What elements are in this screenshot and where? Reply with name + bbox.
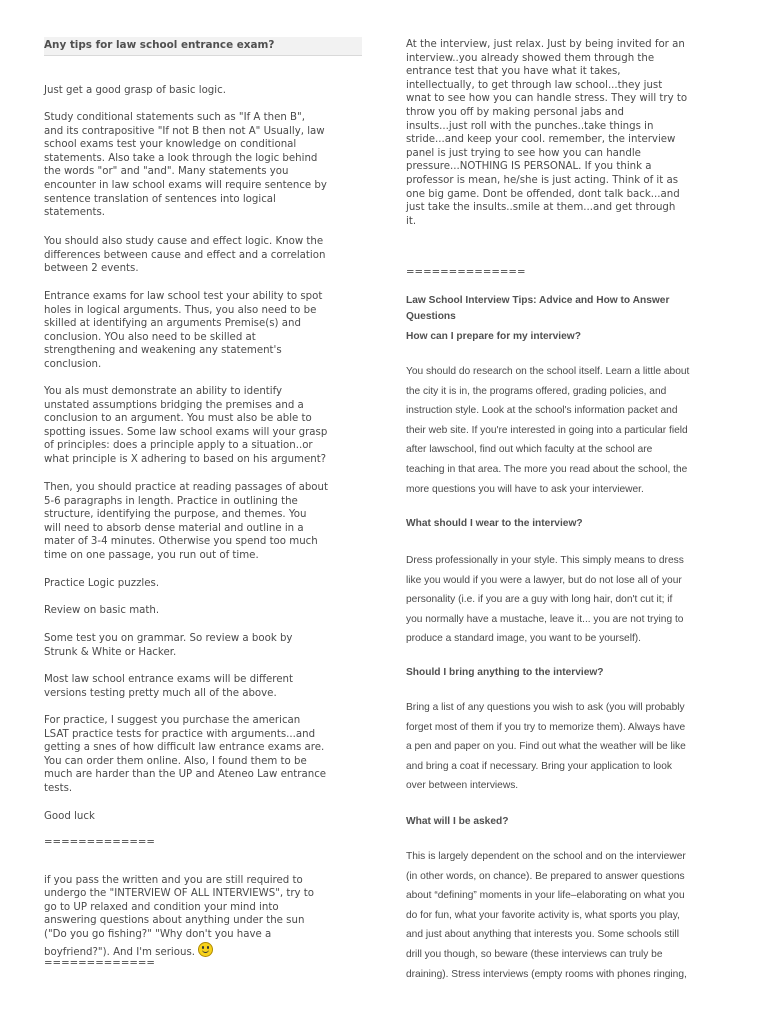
interview-paragraph bbox=[44, 860, 362, 959]
paragraph: For practice, I suggest you purchase the american LSAT practice tests for practice with arguments...and getting a snes of how difficult law entrance exams are. You can order them online. Also, I found them to be much are harder than the UP and Ateneo Law entrance tests. bbox=[44, 715, 327, 794]
paragraph: You als must demonstrate an ability to identify unstated assumptions bridging the premises and a conclusion to an argument. You must also be able to spotting issues. Some law school exams will your grasp of principles: does a principle apply to a situation..or what principle is X adhering to based on his argument? bbox=[44, 386, 328, 465]
answer: Bring a list of any questions you wish to ask (you will probably forget most of them if you try to memorize them). Always have a pen and paper on you. Find out what the weather will be like and bring a coat if necessary. Bring your application to look over between interviews. bbox=[406, 702, 686, 792]
paragraph: Some test you on grammar. So review a book by Strunk & White or Hacker. bbox=[44, 633, 293, 658]
paragraph: Most law school entrance exams will be different versions testing pretty much all of the above. bbox=[44, 674, 293, 699]
answer: Dress professionally in your style. This simply means to dress like you would if you were a lawyer, but do not lose all of your personality (i.e. if you are a guy with long hair, don't cut it; if you normally have a mustache, leave it... you are not trying to produce a standard image, you want to be yourself). bbox=[406, 555, 684, 645]
paragraph: Then, you should practice at reading passages of about 5-6 paragraphs in length. Practice in outlining the structure, identifying the purpose, and themes. You will need to absorb dense material and outline in a mater of 3-4 minutes. Otherwise you spend too much time on one passage, you run out of time. bbox=[44, 482, 328, 561]
paragraph-text: if you pass the written and you are still required to undergo the "INTERVIEW OF ALL INTERVIEWS", try to go to UP relaxed and condition your mind into answering questions about anything under the sun ("Do you go fishing?" "Why don't you have a boyfriend?"). And I'm serious. bbox=[44, 874, 315, 958]
question-title: Any tips for law school entrance exam? bbox=[44, 39, 275, 51]
paragraph: Practice Logic puzzles. bbox=[44, 578, 160, 589]
question-heading: How can I prepare for my interview? bbox=[406, 331, 581, 342]
paragraph: You should also study cause and effect logic. Know the differences between cause and effect and a correlation between 2 events. bbox=[44, 236, 326, 275]
section-heading: Law School Interview Tips: Advice and How to Answer Questions bbox=[406, 295, 670, 322]
separator: ============= bbox=[44, 958, 155, 969]
paragraph: Study conditional statements such as "If A then B", and its contrapositive "If not B then not A" Usually, law school exams test your knowledge on conditional statements. Also take a look through the logic behind the words "or" and "and". Many statements you encounter in law school exams will require sentence by sentence translation of sentences into logical statements. bbox=[44, 112, 327, 219]
separator: ============== bbox=[406, 267, 526, 278]
question-heading: What will I be asked? bbox=[406, 816, 509, 827]
answer: You should do research on the school itself. Learn a little about the city it is in, the programs offered, grading policies, and instruction style. Look at the school's information packet and their web site. If you're interested in going into a particular field after lawschool, find out which faculty at the school are teaching in that area. The more you read about the school, the more questions you will have to ask your interviewer. bbox=[406, 366, 690, 495]
paragraph: Entrance exams for law school test your ability to spot holes in logical arguments. Thus, you also need to be skilled at identifying an arguments Premise(s) and conclusion. YOu also need to be skilled at strengthening and weakening any statement's conclusion. bbox=[44, 291, 323, 370]
paragraph: Good luck bbox=[44, 811, 95, 822]
interview-advice: At the interview, just relax. Just by being invited for an interview..you already showed them through the entrance test that you have what it takes, intellectually, to get through law school...they just wnat to see how you can handle stress. They will try to throw you off by making personal jabs and insults...just roll with the punches..take things in stride...and keep your cool. remember, the interview panel is just trying to see how you can handle pressure...NOTHING IS PERSONAL. If you think a professor is mean, he/she is just acting. Think of it as one big game. Dont be offended, dont talk back...and just take the insults..smile at them...and get through it. bbox=[406, 39, 688, 227]
separator: ============= bbox=[44, 837, 155, 848]
answer: This is largely dependent on the school and on the interviewer (in other words, on chance). Be prepared to answer questions about “defining” moments in your life–elaborating on what you do for fun, what your favorite activity is, what sports you play, and just about anything that interests you. Some schools still drill you though, so beware (these interviews can truly be draining). Stress interviews (empty rooms with phones ringing, bbox=[406, 851, 687, 980]
paragraph: Just get a good grasp of basic logic. bbox=[44, 85, 226, 96]
question-heading: Should I bring anything to the interview? bbox=[406, 667, 604, 678]
question-heading: What should I wear to the interview? bbox=[406, 518, 583, 529]
smiley-icon bbox=[198, 942, 213, 957]
paragraph: Review on basic math. bbox=[44, 605, 160, 616]
